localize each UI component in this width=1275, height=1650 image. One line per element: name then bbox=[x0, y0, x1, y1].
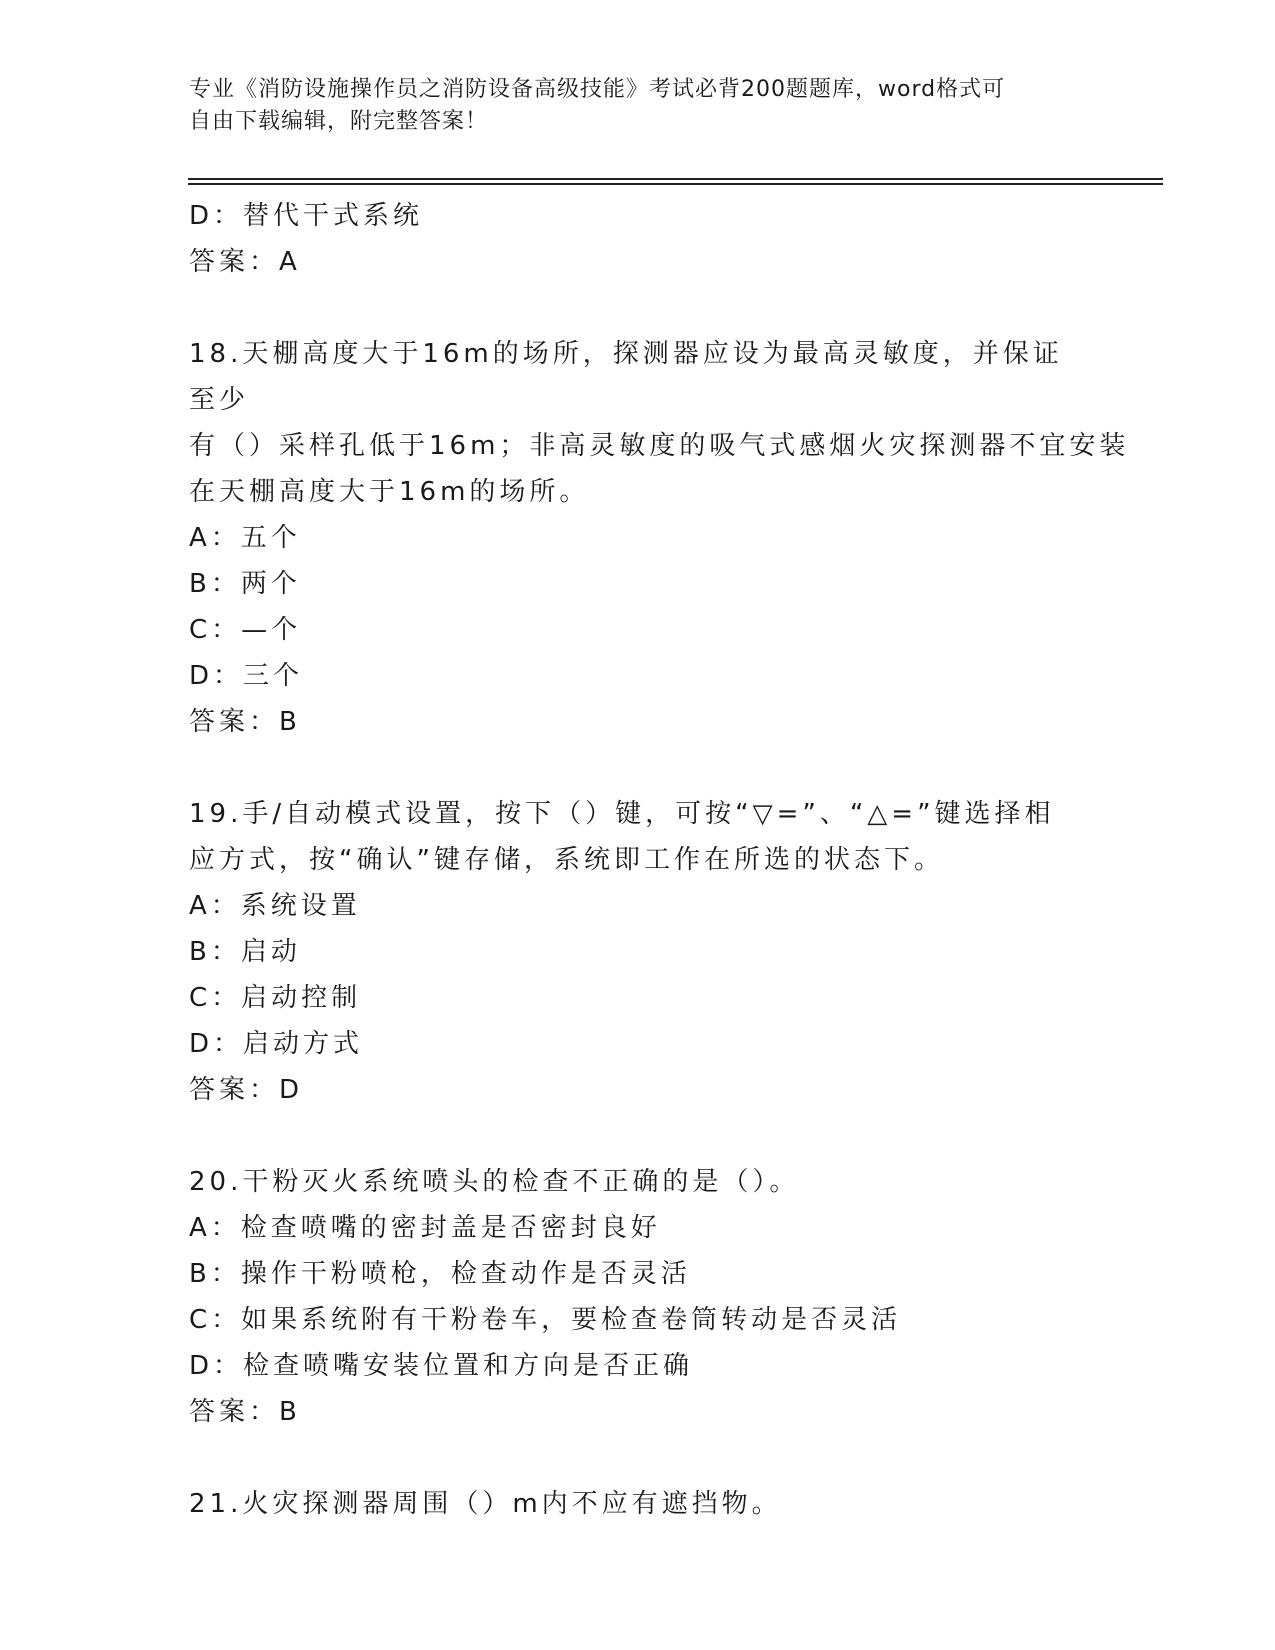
q19-option-b: B：启动 bbox=[189, 937, 301, 967]
q18-option-d: D：三个 bbox=[189, 661, 304, 691]
q18-option-c: C：—个 bbox=[189, 615, 302, 645]
q20-option-a: A：检查喷嘴的密封盖是否密封良好 bbox=[189, 1213, 661, 1243]
header-divider-bottom bbox=[188, 183, 1163, 185]
question-18 bbox=[189, 331, 1130, 745]
q20-stem-line-1: 20.干粉灭火系统喷头的检查不正确的是（）。 bbox=[189, 1167, 800, 1197]
question-19 bbox=[189, 791, 1089, 1113]
q19-answer: 答案：D bbox=[189, 1075, 304, 1105]
q18-stem-line-3: 在天棚高度大于16m的场所。 bbox=[189, 477, 590, 507]
question-content bbox=[189, 193, 1130, 1527]
question-17-tail bbox=[189, 193, 1089, 285]
q18-option-a: A：五个 bbox=[189, 523, 301, 553]
q20-answer: 答案：B bbox=[189, 1397, 301, 1427]
q18-option-b: B：两个 bbox=[189, 569, 301, 599]
q20-option-b: B：操作干粉喷枪，检查动作是否灵活 bbox=[189, 1259, 691, 1289]
q18-stem-line-2: 有（）采样孔低于16m；非高灵敏度的吸气式感烟火灾探测器不宜安装 bbox=[189, 431, 1130, 461]
q19-stem-line-1: 19.手/自动模式设置，按下（）键，可按“▽=”、“△=”键选择相 bbox=[189, 799, 1055, 829]
document-header bbox=[189, 74, 1089, 138]
header-divider-top bbox=[188, 178, 1163, 180]
question-21 bbox=[189, 1481, 1089, 1527]
q18-stem-line-1: 18.天棚高度大于16m的场所，探测器应设为最高灵敏度，并保证至少 bbox=[189, 339, 1063, 415]
header-line-1: 专业《消防设施操作员之消防设备高级技能》考试必背200题题库，word格式可 bbox=[189, 77, 1006, 102]
q19-option-d: D：启动方式 bbox=[189, 1029, 364, 1059]
q17-option-d: D：替代干式系统 bbox=[189, 201, 424, 231]
q19-option-a: A：系统设置 bbox=[189, 891, 361, 921]
q20-option-d: D：检查喷嘴安装位置和方向是否正确 bbox=[189, 1351, 694, 1381]
header-line-2: 自由下载编辑，附完整答案！ bbox=[189, 109, 489, 134]
q19-option-c: C：启动控制 bbox=[189, 983, 362, 1013]
q20-option-c: C：如果系统附有干粉卷车，要检查卷筒转动是否灵活 bbox=[189, 1305, 902, 1335]
q18-answer: 答案：B bbox=[189, 707, 301, 737]
question-20 bbox=[189, 1159, 1089, 1435]
q19-stem-line-2: 应方式，按“确认”键存储，系统即工作在所选的状态下。 bbox=[189, 845, 944, 875]
q17-answer: 答案：A bbox=[189, 247, 301, 277]
q21-stem-line-1: 21.火灾探测器周围（）m内不应有遮挡物。 bbox=[189, 1489, 782, 1519]
